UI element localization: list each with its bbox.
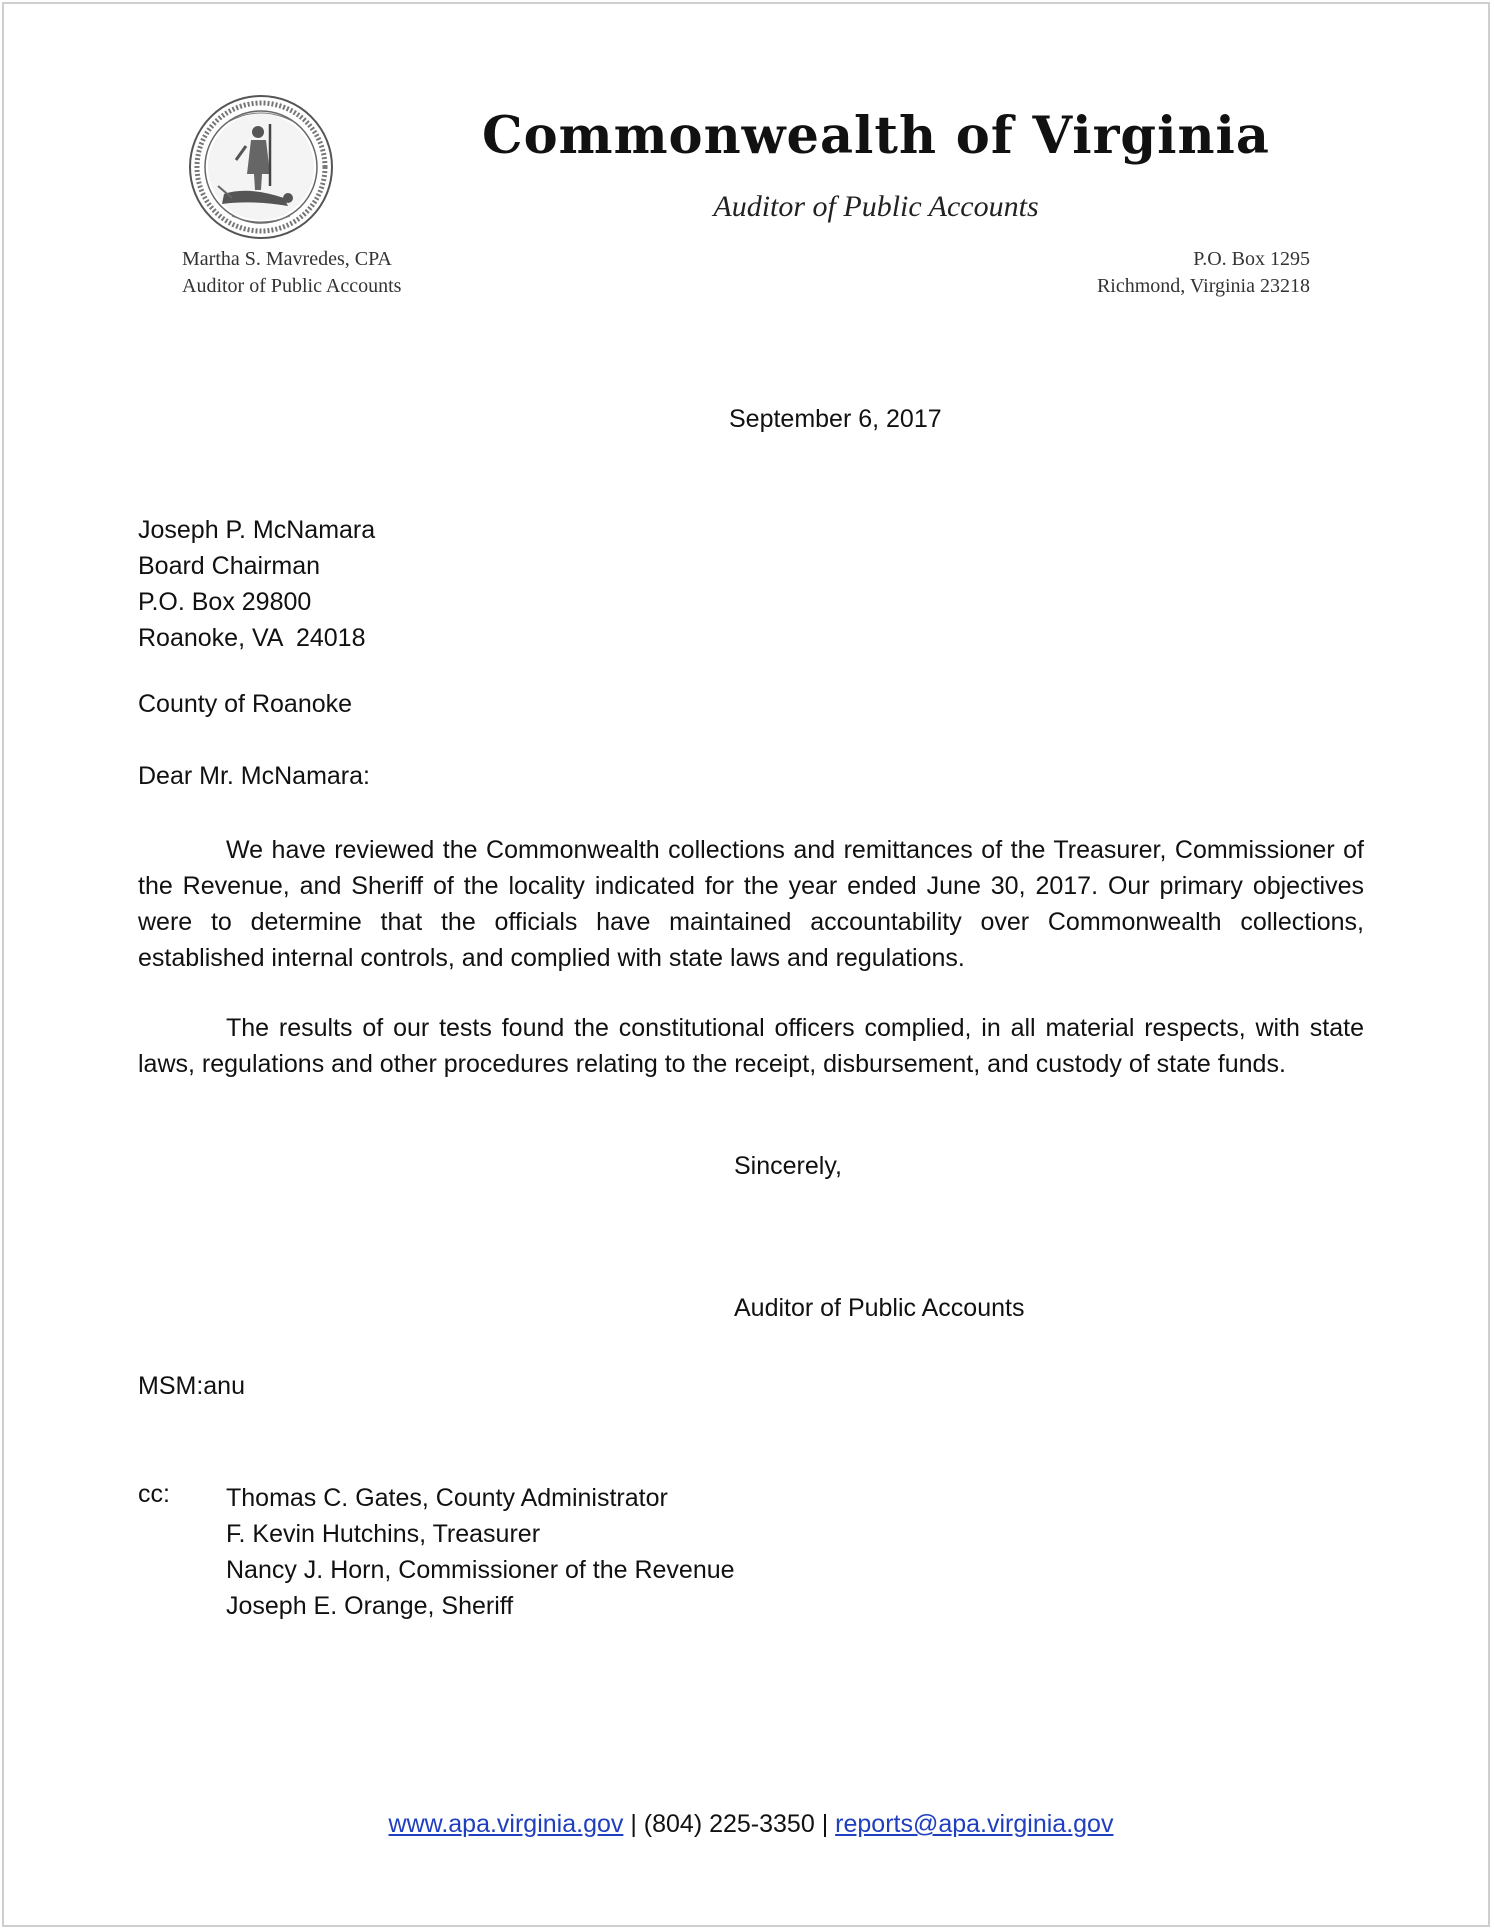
recipient-address: [138, 512, 375, 656]
phone-number: (804) 225-3350: [643, 1810, 815, 1838]
letterhead-title: Commonwealth of Virginia: [482, 106, 1270, 166]
email-link[interactable]: reports@apa.virginia.gov: [835, 1810, 1114, 1838]
cc-item: Joseph E. Orange, Sheriff: [226, 1592, 514, 1620]
auditor-name: Martha S. Mavredes, CPA: [182, 248, 392, 270]
letter-page: [2, 2, 1490, 1927]
letterhead-subtitle: Auditor of Public Accounts: [713, 190, 1039, 223]
office-city: Richmond, Virginia 23218: [1096, 275, 1310, 297]
signature-title: Auditor of Public Accounts: [734, 1294, 1025, 1322]
cc-item: Thomas C. Gates, County Administrator: [226, 1484, 668, 1512]
recipient-name: Joseph P. McNamara: [138, 516, 376, 544]
office-po-box: P.O. Box 1295: [1193, 248, 1310, 270]
paragraph-1: We have reviewed the Commonwealth collections and remittances of the Treasurer, Commissioner of the Revenue, and Sheriff of the locality indicated for the year ended June 30, 2017. Our primary objectives were to determine that the officials have maintained accountability over Commonwealth collections, established internal controls, and complied with state laws and regulations.: [138, 836, 1364, 972]
footer: [4, 1810, 1494, 1839]
office-address-block: [1097, 246, 1310, 300]
cc-item: Nancy J. Horn, Commissioner of the Revenue: [226, 1556, 735, 1584]
cc-list: [226, 1480, 735, 1624]
county-name: County of Roanoke: [138, 690, 353, 718]
footer-separator: |: [630, 1810, 637, 1838]
reference-initials: MSM:anu: [138, 1372, 245, 1400]
closing: Sincerely,: [734, 1152, 842, 1180]
paragraph-2: The results of our tests found the constitutional officers complied, in all material respects, with state laws, regulations and other procedures relating to the receipt, disbursement, and custody of state funds.: [138, 1014, 1364, 1078]
cc-item: F. Kevin Hutchins, Treasurer: [226, 1520, 541, 1548]
website-link[interactable]: www.apa.virginia.gov: [388, 1810, 624, 1838]
auditor-name-block: [182, 246, 401, 300]
recipient-po-box: P.O. Box 29800: [138, 588, 312, 616]
cc-label: cc:: [138, 1480, 170, 1508]
footer-separator: |: [821, 1810, 829, 1838]
letter-date: September 6, 2017: [729, 405, 942, 433]
recipient-title: Board Chairman: [138, 552, 321, 580]
salutation: Dear Mr. McNamara:: [138, 762, 370, 790]
recipient-city: Roanoke, VA 24018: [138, 624, 366, 652]
auditor-title: Auditor of Public Accounts: [182, 275, 402, 297]
